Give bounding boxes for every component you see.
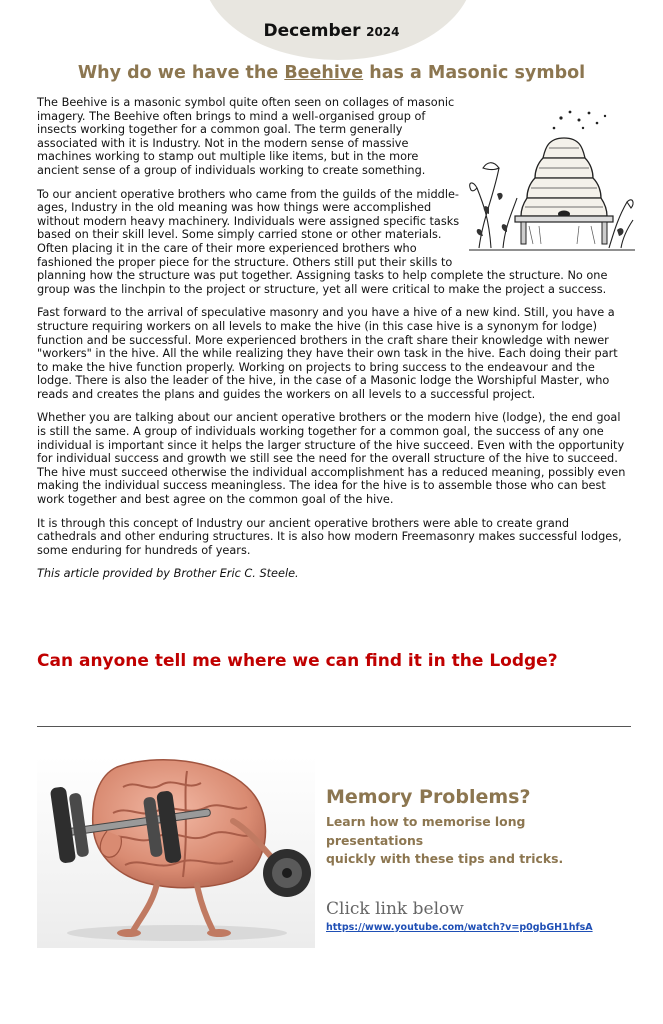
section-divider	[37, 726, 631, 727]
issue-month: December	[263, 21, 361, 41]
memory-promo	[326, 786, 626, 933]
article-paragraph: To our ancient operative brothers who came from the guilds of the middle-ages, Industry in the old meaning was how things were accomplished without modern heavy machinery. Individuals were assigned specific tasks based on their skill level. Some simply carried stone or other materials. Often placing it in the care of their more experienced brothers who fashioned the proper piece for the structure. Others still put their skills to planning how the structure was put together. Assigning tasks to help complete the structure. No one group was the linchpin to the project or structure, yet all were critical to make the project a success.	[37, 187, 608, 296]
click-link-label: Click link below	[326, 898, 464, 919]
issue-date	[0, 21, 663, 41]
promo-subtitle-line: Learn how to memorise long presentations	[326, 814, 526, 848]
title-suffix: has a Masonic symbol	[363, 63, 586, 83]
promo-subtitle	[326, 813, 626, 869]
brain-dumbbell-illustration	[37, 757, 315, 948]
article-paragraph: It is through this concept of Industry our ancient operative brothers were able to create grand cathedrals and other enduring structures. It is also how modern Freemasonry makes successful lodges, some enduring for hundreds of years.	[37, 516, 622, 557]
article-title	[0, 63, 663, 83]
article-paragraph: Fast forward to the arrival of speculative masonry and you have a hive of a new kind. Still, you have a structure requiring workers on all levels to make the hive (in this case hive is a synonym for lodge) function and be successful. More experienced brothers in the craft share their knowledge with newer "workers" in the hive. All the while realizing they have their own task in the hive. Each doing their part to make the hive function properly. Working on projects to bring success to the endeavour and the lodge. There is also the leader of the hive, in the case of a Masonic lodge the Worshipful Master, who reads and creates the plans and guides the workers on all levels to a successful project.	[37, 306, 618, 401]
lodge-question: Can anyone tell me where we can find it in the Lodge?	[37, 651, 558, 671]
youtube-link[interactable]: https://www.youtube.com/watch?v=p0gbGH1hfsA	[326, 921, 593, 933]
promo-title: Memory Problems?	[326, 786, 531, 808]
beehive-illustration	[469, 98, 635, 260]
article-paragraph: Whether you are talking about our ancient operative brothers or the modern hive (lodge), the end goal is still the same. A group of individuals working together for a common goal, the success of any one individual is important since it helps the larger structure of the hive succeed. Even with the opportunity for individual success and growth we still see the need for the overall structure of the hive to succeed. The hive must succeed otherwise the individual accomplishment has a reduced meaning, possibly even making the individual success meaningless. The idea for the hive is to assemble those who can best work together and best agree on the common goal of the hive.	[37, 411, 626, 507]
title-keyword: Beehive	[284, 63, 364, 83]
article-paragraph: The Beehive is a masonic symbol quite often seen on collages of masonic imagery. The Beehive often brings to mind a well-organised group of insects working together for a common goal. The term generally associated with it is Industry. Not in the modern sense of massive machines working to stamp out multiple like items, but in the more ancient sense of a group of individuals working to create something.	[37, 96, 455, 177]
issue-year: 2024	[366, 25, 400, 39]
promo-subtitle-line: quickly with these tips and tricks.	[326, 851, 564, 866]
article-body	[37, 96, 629, 591]
title-prefix: Why do we have the	[77, 63, 285, 83]
article-credit: This article provided by Brother Eric C. Steele.	[37, 567, 299, 581]
